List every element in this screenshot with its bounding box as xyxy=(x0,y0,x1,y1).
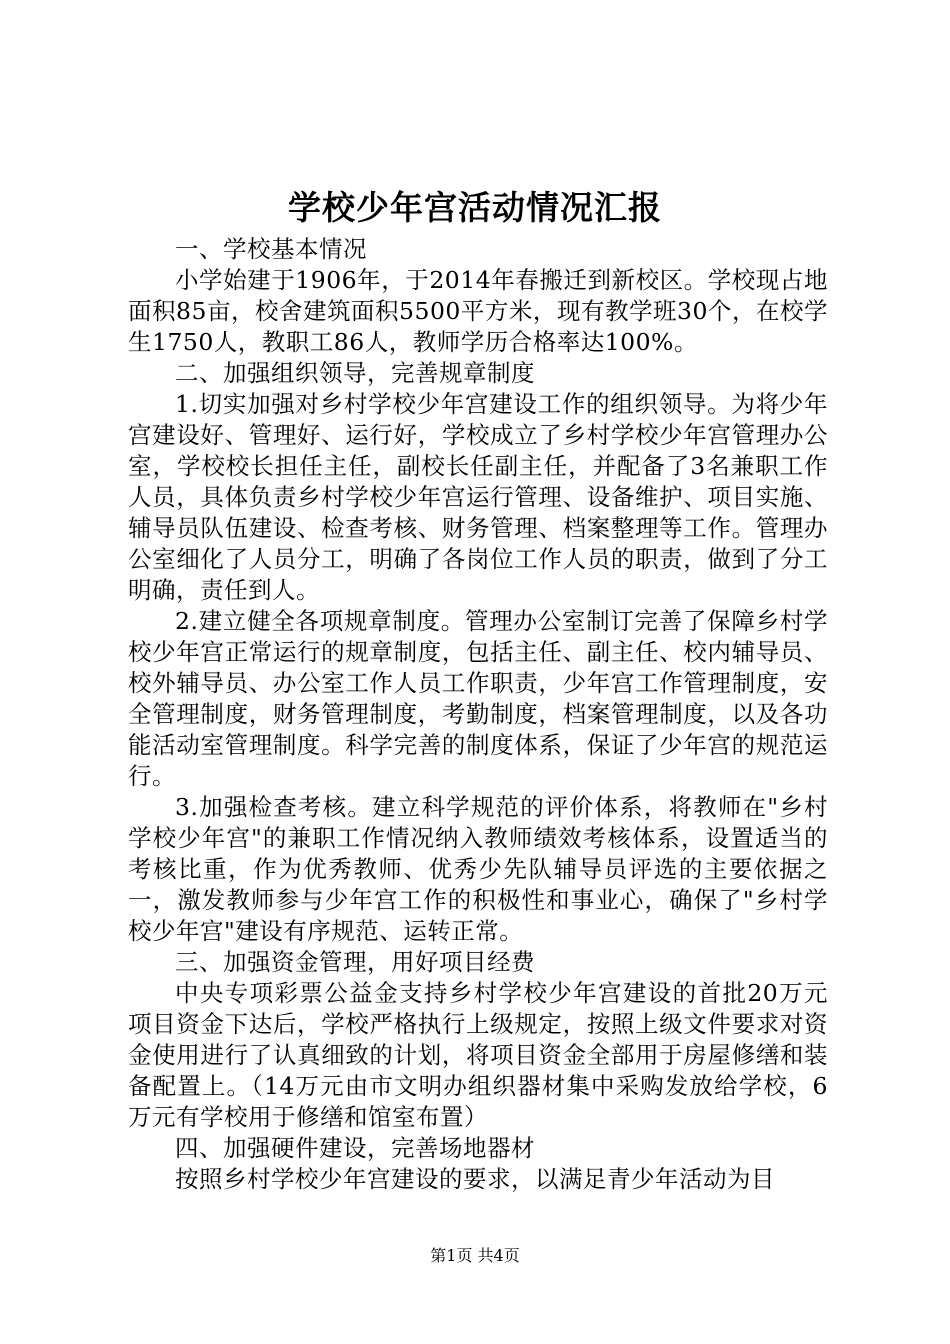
body-paragraph: 小学始建于1906年，于2014年春搬迁到新校区。学校现占地面积85亩，校舍建筑面积5500平方米，现有教学班30个，在校学生1750人，教职工86人，教师学历合格率达100%。 xyxy=(128,266,828,356)
page-title: 学校少年宫活动情况汇报 xyxy=(288,188,662,227)
body-paragraph: 1.切实加强对乡村学校少年宫建设工作的组织领导。为将少年宫建设好、管理好、运行好，学校成立了乡村学校少年宫管理办公室，学校校长担任主任，副校长任副主任，并配备了3名兼职工作人员，具体负责乡村学校少年宫运行管理、设备维护、项目实施、辅导员队伍建设、检查考核、财务管理、档案整理等工作。管理办公室细化了人员分工，明确了各岗位工作人员的职责，做到了分工明确，责任到人。 xyxy=(128,390,828,604)
body-paragraph: 按照乡村学校少年宫建设的要求，以满足青少年活动为目 xyxy=(175,1165,775,1193)
body-paragraph: 3.加强检查考核。建立科学规范的评价体系，将教师在"乡村学校少年宫"的兼职工作情况纳入教师绩效考核体系，设置适当的考核比重，作为优秀教师、优秀少先队辅导员评选的主要依据之一，激发教师参与少年宫工作的积极性和事业心，确保了"乡村学校少年宫"建设有序规范、运转正常。 xyxy=(128,793,828,945)
section-heading-3: 三、加强资金管理，用好项目经费 xyxy=(175,948,535,976)
document-body xyxy=(128,234,828,1195)
section-heading-1: 一、学校基本情况 xyxy=(175,235,367,263)
body-paragraph: 2.建立健全各项规章制度。管理办公室制订完善了保障乡村学校少年宫正常运行的规章制度，包括主任、副主任、校内辅导员、校外辅导员、办公室工作人员工作职责，少年宫工作管理制度，安全管理制度，财务管理制度，考勤制度，档案管理制度，以及各功能活动室管理制度。科学完善的制度体系，保证了少年宫的规范运行。 xyxy=(128,607,828,790)
section-heading-2: 二、加强组织领导，完善规章制度 xyxy=(175,359,535,387)
page-footer: 第1页 共4页 xyxy=(430,1246,520,1265)
section-heading-4: 四、加强硬件建设，完善场地器材 xyxy=(175,1134,535,1162)
body-paragraph: 中央专项彩票公益金支持乡村学校少年宫建设的首批20万元项目资金下达后，学校严格执行上级规定，按照上级文件要求对资金使用进行了认真细致的计划，将项目资金全部用于房屋修缮和装备配置上。（14万元由市文明办组织器材集中采购发放给学校，6万元有学校用于修缮和馆室布置） xyxy=(128,979,828,1131)
